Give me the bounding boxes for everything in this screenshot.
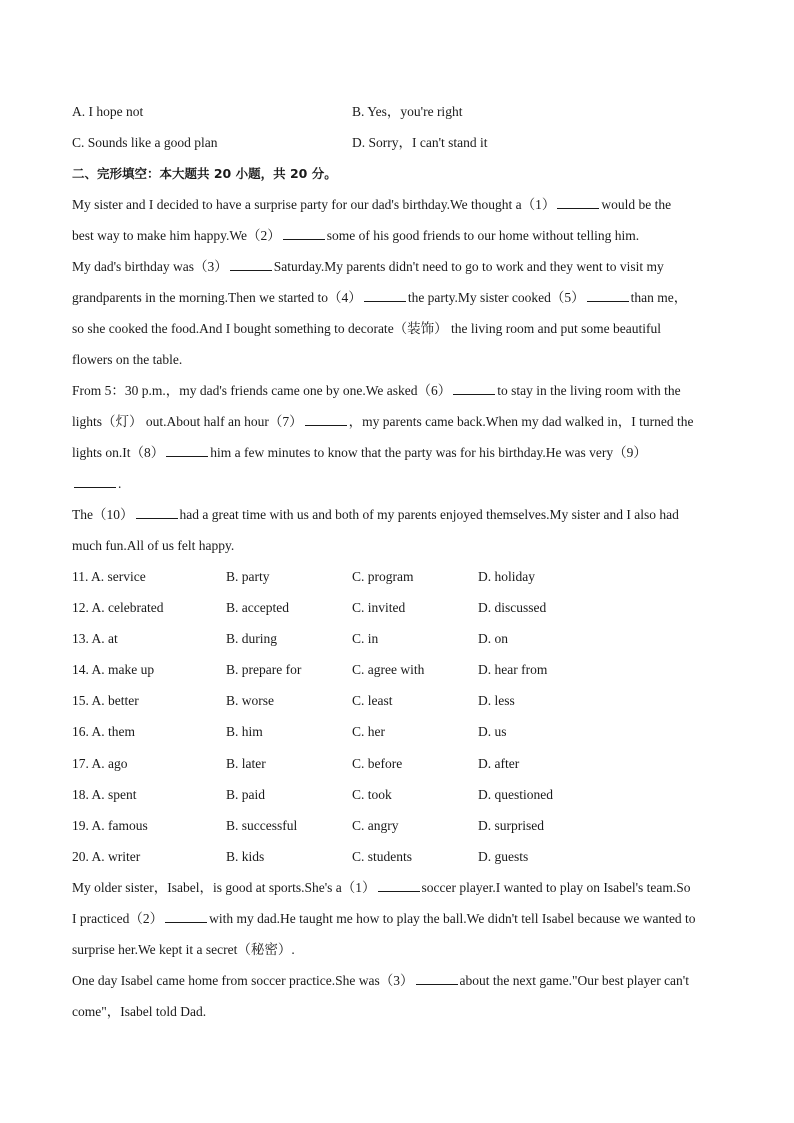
passage-text: . bbox=[118, 476, 122, 491]
exam-page bbox=[72, 101, 724, 1032]
passage-line bbox=[72, 225, 724, 256]
question-row bbox=[72, 690, 724, 721]
answer-choice: 17. A. ago bbox=[72, 755, 128, 771]
answer-choice: D. discussed bbox=[478, 600, 547, 616]
top-options bbox=[72, 101, 724, 163]
answer-choice: D. us bbox=[478, 724, 507, 740]
passage-line bbox=[72, 194, 724, 225]
passage-line bbox=[72, 318, 724, 349]
passage-text: best way to make him happy.We（2） bbox=[72, 228, 281, 243]
answer-choice: C. program bbox=[352, 569, 414, 584]
option-choice: D. Sorry，I can't stand it bbox=[352, 135, 488, 150]
passage-line bbox=[72, 287, 724, 318]
question-row bbox=[72, 628, 724, 659]
answer-blank bbox=[416, 972, 458, 985]
answer-choice: D. hear from bbox=[478, 662, 548, 678]
question-row bbox=[72, 753, 724, 784]
question-row bbox=[72, 784, 724, 815]
answer-choice: D. after bbox=[478, 755, 520, 771]
passage-text: lights（灯） out.About half an hour（7） bbox=[72, 414, 303, 429]
answer-blank bbox=[74, 475, 116, 488]
passage-line bbox=[72, 970, 724, 1001]
answer-choice: D. less bbox=[478, 693, 515, 709]
answer-choice: C. angry bbox=[352, 817, 399, 833]
passage-text: so she cooked the food.And I bought something to decorate（装饰） the living room and put some beautiful bbox=[72, 321, 662, 336]
passage-line bbox=[72, 908, 724, 939]
passage-text: to stay in the living room with the bbox=[497, 383, 681, 398]
answer-choice: C. in bbox=[352, 631, 379, 647]
passage-line bbox=[72, 939, 724, 970]
answer-blank bbox=[165, 910, 207, 923]
answer-choice: 20. A. writer bbox=[72, 848, 141, 864]
answer-choice: C. took bbox=[352, 786, 392, 802]
passage-text: From 5：30 p.m.，my dad's friends came one by one.We asked（6） bbox=[72, 383, 452, 398]
answer-choice: D. surprised bbox=[478, 817, 544, 833]
passage-line bbox=[72, 473, 724, 504]
answer-choice: B. kids bbox=[226, 848, 265, 864]
answer-choice: C. least bbox=[352, 693, 393, 709]
answer-choice: B. paid bbox=[226, 786, 265, 802]
passage-text: The（10） bbox=[72, 507, 134, 522]
answer-choice: D. holiday bbox=[478, 569, 535, 584]
cloze-passage-2 bbox=[72, 877, 724, 1032]
answer-choice: D. questioned bbox=[478, 786, 553, 802]
passage-text: ，my parents came back.When my dad walked in，I turned the bbox=[348, 414, 694, 429]
answer-choice: B. prepare for bbox=[226, 662, 302, 678]
passage-line bbox=[72, 256, 724, 287]
option-choice: A. I hope not bbox=[72, 104, 144, 119]
passage-text: Saturday.My parents didn't need to go to work and they went to visit my bbox=[273, 259, 664, 274]
passage-line bbox=[72, 411, 724, 442]
answer-choice: 11. A. service bbox=[72, 569, 146, 584]
answer-blank bbox=[305, 413, 347, 426]
passage-text: come"，Isabel told Dad. bbox=[72, 1003, 207, 1019]
answer-choice: B. later bbox=[226, 755, 266, 771]
cloze-passage-1 bbox=[72, 194, 724, 566]
answer-blank bbox=[453, 382, 495, 395]
question-row bbox=[72, 566, 724, 597]
answer-choice: 19. A. famous bbox=[72, 817, 148, 833]
passage-text: with my dad.He taught me how to play the ball.We didn't tell Isabel because we wanted to bbox=[209, 910, 696, 926]
passage-text: My dad's birthday was（3） bbox=[72, 259, 228, 274]
answer-choice: C. agree with bbox=[352, 662, 425, 678]
passage-text: than me， bbox=[630, 290, 688, 305]
answer-choice: C. her bbox=[352, 724, 385, 740]
passage-line bbox=[72, 442, 724, 473]
answer-blank bbox=[136, 506, 178, 519]
answer-choice: D. on bbox=[478, 631, 508, 647]
section-title: 二、完形填空：本大题共 20 小题，共 20 分。 bbox=[72, 166, 337, 181]
answer-choice: 16. A. them bbox=[72, 724, 135, 740]
answer-choice: B. worse bbox=[226, 693, 274, 709]
passage-line bbox=[72, 349, 724, 380]
passage-line bbox=[72, 380, 724, 411]
passage-text: I practiced（2） bbox=[72, 910, 164, 926]
passage-text: My sister and I decided to have a surprise party for our dad's birthday.We thought a（1） bbox=[72, 197, 556, 212]
question-row bbox=[72, 597, 724, 628]
answer-choice: B. accepted bbox=[226, 600, 289, 616]
answer-choice: 13. A. at bbox=[72, 631, 118, 647]
passage-text: had a great time with us and both of my parents enjoyed themselves.My sister and I also had bbox=[179, 507, 679, 522]
question-row bbox=[72, 815, 724, 846]
passage-text: about the next game."Our best player can't bbox=[459, 972, 689, 988]
option-row bbox=[72, 101, 724, 132]
question-row bbox=[72, 846, 724, 877]
question-row bbox=[72, 659, 724, 690]
question-row bbox=[72, 721, 724, 752]
answer-blank bbox=[166, 444, 208, 457]
option-choice: C. Sounds like a good plan bbox=[72, 135, 218, 150]
passage-line bbox=[72, 1001, 724, 1032]
answer-choice: B. successful bbox=[226, 817, 298, 833]
passage-line bbox=[72, 504, 724, 535]
answer-blank bbox=[230, 258, 272, 271]
passage-text: grandparents in the morning.Then we started to（4） bbox=[72, 290, 362, 305]
option-choice: B. Yes，you're right bbox=[352, 104, 463, 119]
passage-text: much fun.All of us felt happy. bbox=[72, 538, 235, 553]
answer-choice: 12. A. celebrated bbox=[72, 600, 164, 616]
answer-choice: C. students bbox=[352, 848, 413, 864]
passage-text: some of his good friends to our home without telling him. bbox=[326, 228, 640, 243]
passage-text: flowers on the table. bbox=[72, 352, 183, 367]
answer-blank bbox=[587, 289, 629, 302]
passage-text: surprise her.We kept it a secret（秘密）. bbox=[72, 941, 295, 957]
answer-blank bbox=[378, 879, 420, 892]
option-row bbox=[72, 132, 724, 163]
passage-text: soccer player.I wanted to play on Isabel's team.So bbox=[421, 879, 691, 895]
answer-choice: B. party bbox=[226, 569, 270, 584]
answer-choice: C. before bbox=[352, 755, 403, 771]
answer-choice: 15. A. better bbox=[72, 693, 139, 709]
passage-text: the party.My sister cooked（5） bbox=[407, 290, 585, 305]
answer-choice: B. during bbox=[226, 631, 278, 647]
passage-line bbox=[72, 535, 724, 566]
answer-choice: C. invited bbox=[352, 600, 406, 616]
question-options bbox=[72, 566, 724, 877]
answer-blank bbox=[364, 289, 406, 302]
passage-text: My older sister，Isabel，is good at sports.She's a（1） bbox=[72, 879, 376, 895]
answer-blank bbox=[557, 196, 599, 209]
answer-choice: 18. A. spent bbox=[72, 786, 137, 802]
passage-text: One day Isabel came home from soccer practice.She was（3） bbox=[72, 972, 414, 988]
passage-text: him a few minutes to know that the party was for his birthday.He was very（9） bbox=[210, 445, 647, 460]
answer-blank bbox=[283, 227, 325, 240]
answer-choice: 14. A. make up bbox=[72, 662, 155, 678]
passage-text: would be the bbox=[601, 197, 672, 212]
passage-line bbox=[72, 877, 724, 908]
passage-text: lights on.It（8） bbox=[72, 445, 165, 460]
answer-choice: D. guests bbox=[478, 848, 529, 864]
answer-choice: B. him bbox=[226, 724, 263, 740]
